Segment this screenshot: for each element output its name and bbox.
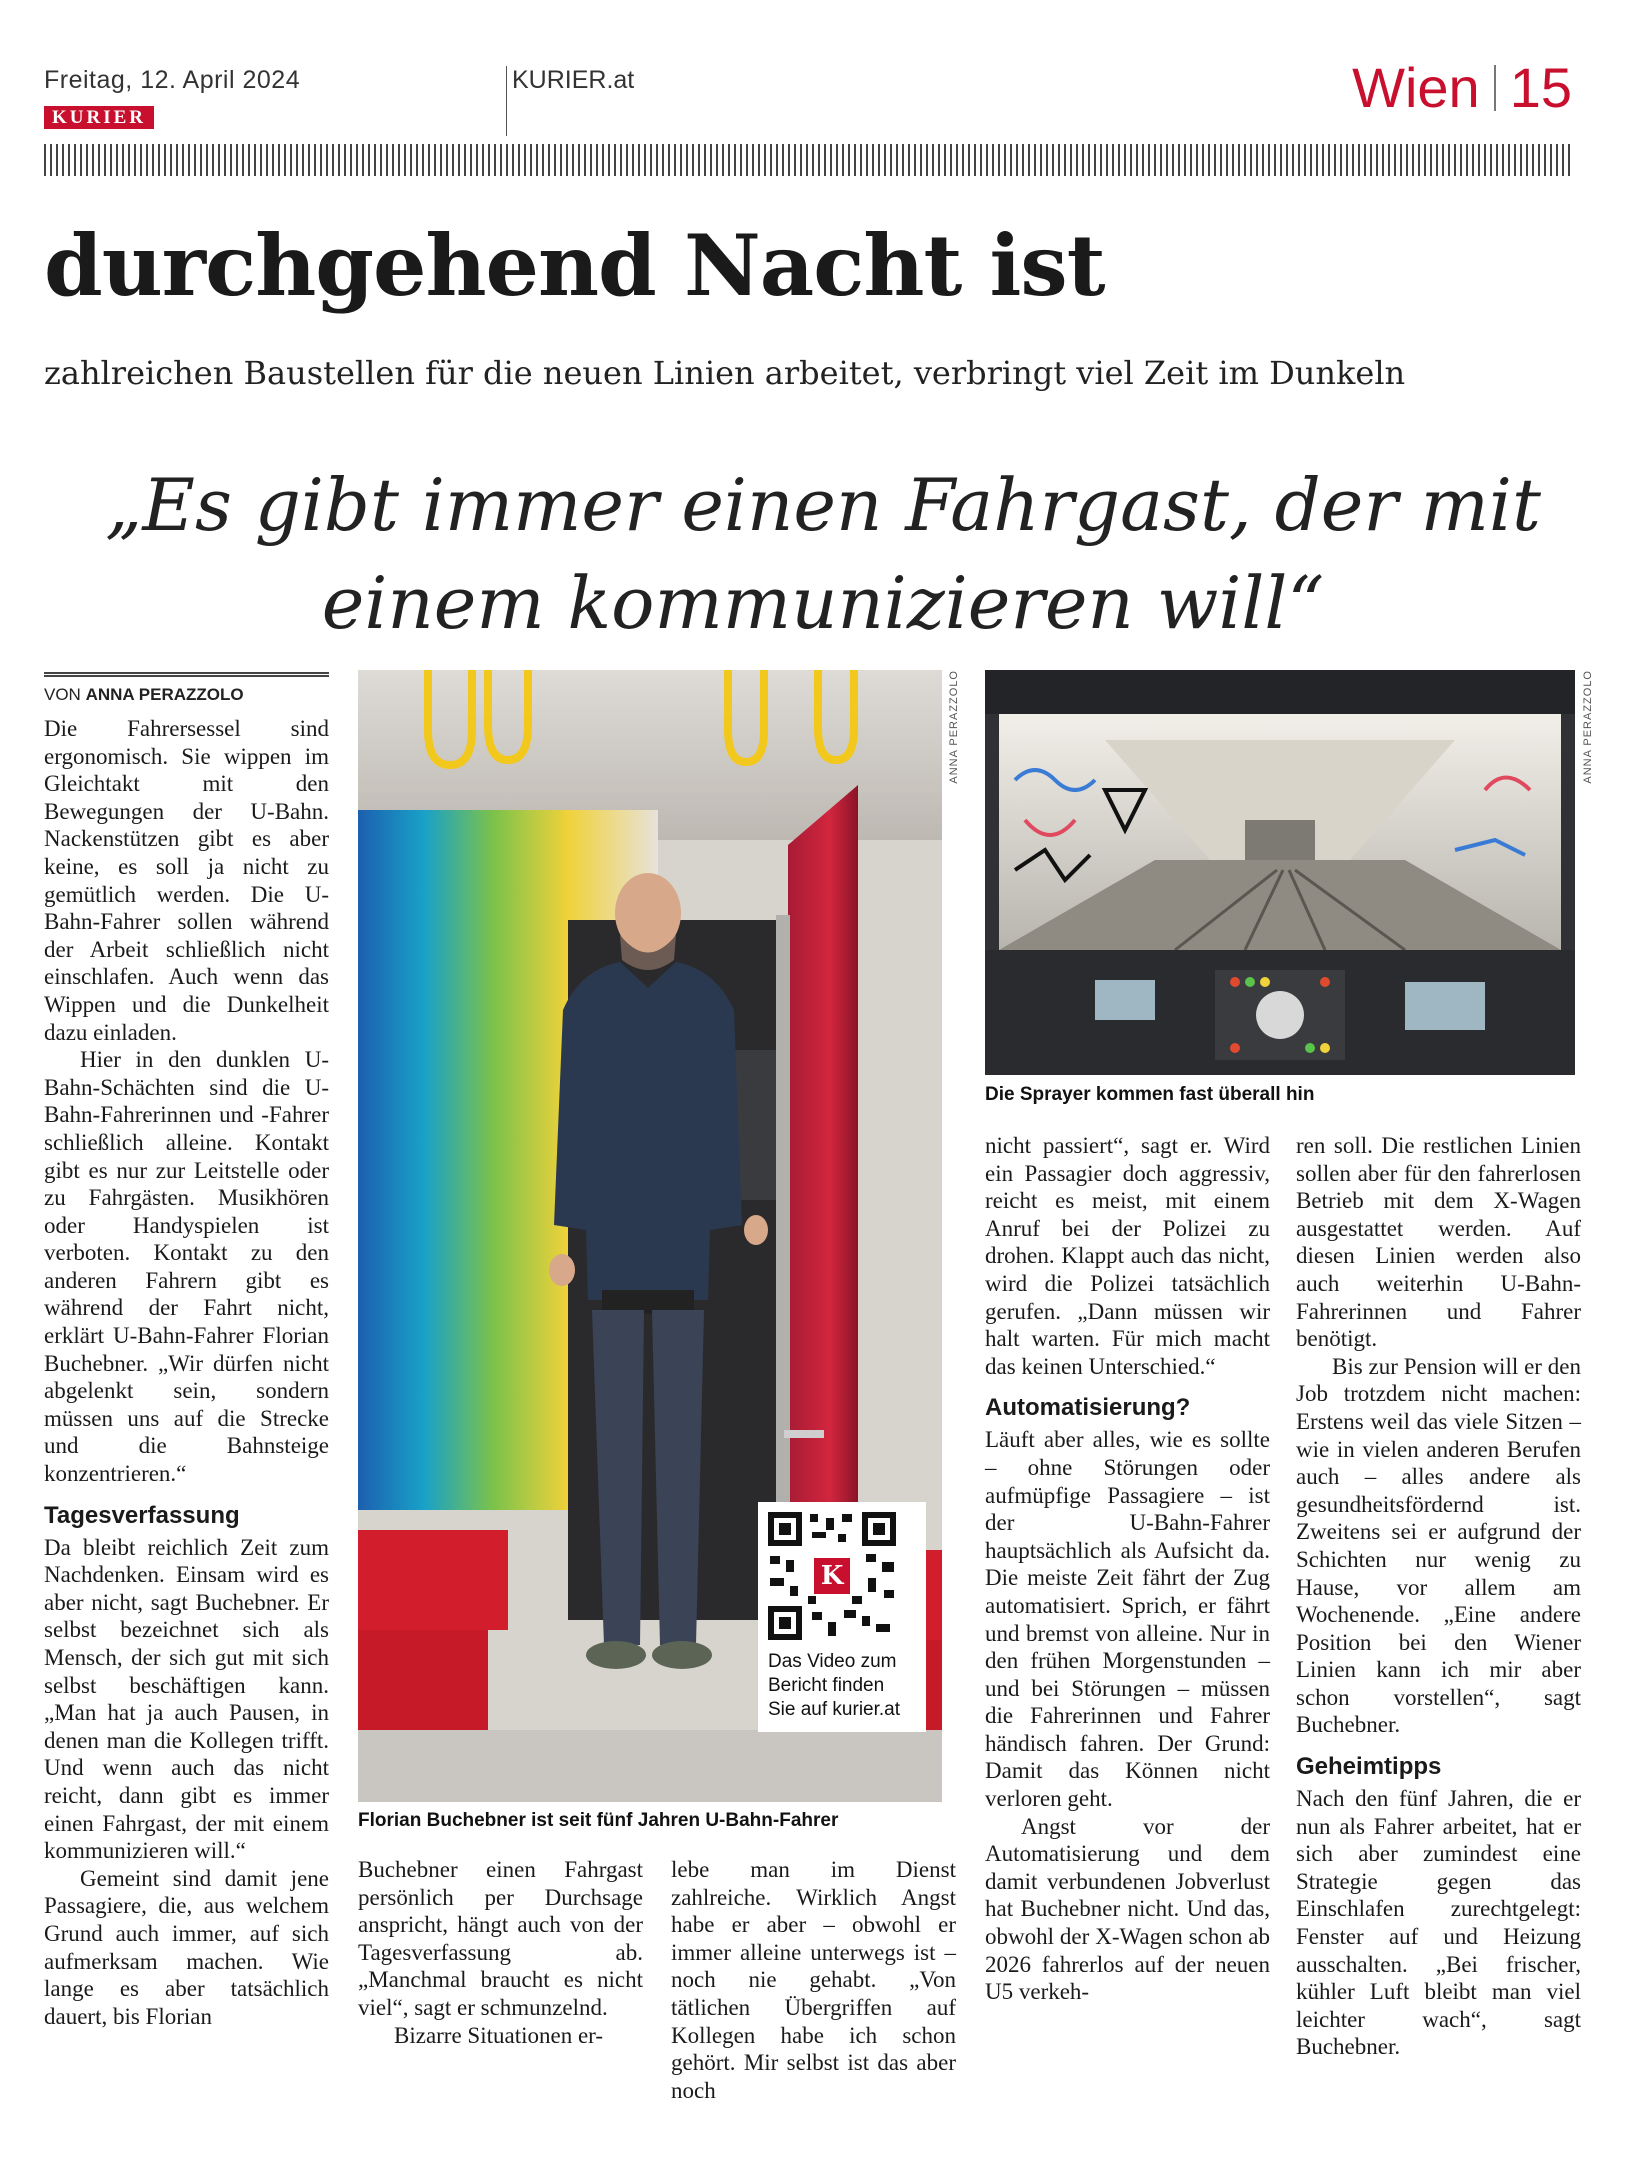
paragraph: Läuft aber alles, wie es sollte – ohne Störungen oder aufmüpfige Passagiere – ist der U-Bahn-Fahrer hauptsächlich als Aufsicht da. Die meiste Zeit fährt der Zug automatisiert. Sprich, er fährt und bremst von alleine. Nur in den frühen Morgenstunden – und bei Störungen – müssen die Fahrerinnen und Fahrer händisch fahren. Der Grund: Damit das Können nicht verloren geht.	[985, 1427, 1270, 1812]
qr-logo-letter: K	[820, 1561, 844, 1591]
section-label	[1352, 56, 1572, 119]
paragraph: Bis zur Pension will er den Job trotzdem nicht machen: Erstens weil das viele Sitzen – wie in vielen anderen Berufen auch – alles andere als gesundheitsfördernd ist. Zweitens sei er aufgrund der Schichten nur wenig zu Hause, vor allem am Wochenende. „Eine andere Position bei den Wiener Linien kann ich mir aber schon vorstellen“, sagt Buchebner.	[1296, 1353, 1581, 1738]
pull-quote-line-2: einem kommunizieren will“	[321, 561, 1325, 645]
byline-prefix: VON	[44, 685, 81, 704]
headline: durchgehend Nacht ist	[44, 216, 1105, 315]
section-name: Wien	[1352, 56, 1480, 119]
photo-caption-main: Florian Buchebner ist seit fünf Jahren U-Bahn-Fahrer	[358, 1810, 839, 1831]
subline: zahlreichen Baustellen für die neuen Linien arbeitet, verbringt viel Zeit im Dunkeln	[44, 354, 1406, 392]
paragraph: nicht passiert“, sagt er. Wird ein Passagier doch aggressiv, reicht es meist, mit einem Anruf bei der Polizei zu drohen. Klappt auch das nicht, wird die Polizei tatsächlich gerufen. „Dann müssen wir halt warten. Für mich macht das keinen Unterschied.“	[985, 1133, 1270, 1379]
photo-tunnel-svg	[985, 670, 1575, 1075]
subheading-tagesverfassung: Tagesverfassung	[44, 1501, 240, 1529]
qr-code-icon[interactable]	[768, 1512, 896, 1640]
photo-driver-in-train	[358, 670, 942, 1802]
qr-caption: Das Video zum Bericht finden Sie auf kurier.at	[768, 1651, 901, 1720]
paragraph: Angst vor der Automatisierung und dem damit verbundenen Jobverlust hat Buchebner nicht. Und das, obwohl der X-Wagen schon ab 2026 fahrerlos auf der neuen U5 verkeh-	[985, 1813, 1270, 2005]
paragraph: lebe man im Dienst zahlreiche. Wirklich Angst habe er aber – obwohl er immer alleine unterwegs ist – noch nie gehabt. „Von tätlichen Übergriffen auf Kollegen habe ich schon gehört. Mir selbst ist das aber noch	[671, 1857, 956, 2103]
paragraph: Bizarre Situationen er-	[394, 2022, 604, 2048]
site-link[interactable]: KURIER.at	[512, 66, 635, 94]
subheading-geheimtipps: Geheimtipps	[1296, 1753, 1442, 1781]
article-column-2	[358, 1856, 643, 2049]
article-column-3	[671, 1856, 956, 2104]
paragraph: Nach den fünf Jahren, die er nun als Fahrer arbeitet, hat er sich aber zumindest eine Strategie gegen das Einschlafen zurechtgelegt: Fenster auf und Heizung ausschalten. „Bei frischer, kühler Luft bleibt man viel leichter wach“, sagt Buchebner.	[1296, 1786, 1581, 2060]
byline	[44, 672, 329, 705]
paragraph: Die Fahrersessel sind ergonomisch. Sie wippen im Gleichtakt mit den Bewegungen der U-Bahn. Nackenstützen gibt es aber keine, es soll ja nicht zu gemütlich werden. Die U-Bahn-Fahrer sollen während der Arbeit schließlich nicht einschlafen. Auch wenn das Wippen und die Dunkelheit dazu einladen.	[44, 716, 329, 1045]
paragraph: Gemeint sind damit jene Passagiere, die, aus welchem Grund auch immer, auf sich aufmerksam machen. Wie lange es aber tatsächlich dauert, bis Florian	[44, 1865, 329, 2029]
page-number: 15	[1509, 56, 1572, 119]
brand-logo: KURIER	[44, 106, 154, 129]
article-column-5	[1296, 1132, 1581, 2061]
header-divider	[506, 66, 507, 136]
header-stripe	[44, 144, 1572, 176]
photo-caption-tunnel: Die Sprayer kommen fast überall hin	[985, 1084, 1315, 1105]
subheading-automatisierung: Automatisierung?	[985, 1394, 1191, 1422]
photo-credit-main: ANNA PERAZZOLO	[948, 670, 960, 784]
pull-quote-line-1: „Es gibt immer einen Fahrgast, der mit	[105, 463, 1541, 547]
pull-quote	[0, 456, 1646, 652]
paragraph: Hier in den dunklen U-Bahn-Schächten sind die U-Bahn-Fahrerinnen und -Fahrer schließlich alleine. Kontakt gibt es nur zur Leitstelle oder zu Fahrgästen. Musikhören oder Handyspielen ist verboten. Kontakt zu den anderen Fahrern gibt es während der Fahrt nicht, erklärt U-Bahn-Fahrer Florian Buchebner. „Wir dürfen nicht abgelenkt sein, sondern müssen uns auf die Strecke und die Bahnsteige konzentrieren.“	[44, 1047, 329, 1487]
paragraph: ren soll. Die restlichen Linien sollen aber für den fahrerlosen Betrieb mit dem X-Wagen ausgestattet werden. Auf diesen Linien werden also auch weiterhin U-Bahn-Fahrerinnen und Fahrer benötigt.	[1296, 1133, 1581, 1352]
issue-date: Freitag, 12. April 2024	[44, 66, 301, 94]
qr-code-box[interactable]	[758, 1502, 926, 1732]
photo-tunnel-cockpit	[985, 670, 1575, 1075]
article-column-1	[44, 715, 329, 2030]
paragraph: Buchebner einen Fahrgast persönlich per Durchsage anspricht, hängt auch von der Tagesverfassung ab. „Manchmal braucht es nicht viel“, sagt er schmunzelnd.	[358, 1857, 643, 2020]
photo-credit-tunnel: ANNA PERAZZOLO	[1582, 670, 1594, 784]
paragraph: Da bleibt reichlich Zeit zum Nachdenken. Einsam wird es aber nicht, sagt Buchebner. Er selbst bezeichnet sich als Mensch, der sich gut mit sich selbst beschäftigen kann. „Man hat ja auch Pausen, in denen man die Kollegen trifft. Und wenn auch das nicht reicht, dann gibt es immer einen Fahrgast, der mit einem kommunizieren will.“	[44, 1534, 329, 1864]
section-divider	[1494, 65, 1496, 111]
article-column-4	[985, 1132, 1270, 2006]
byline-author: ANNA PERAZZOLO	[85, 685, 244, 704]
